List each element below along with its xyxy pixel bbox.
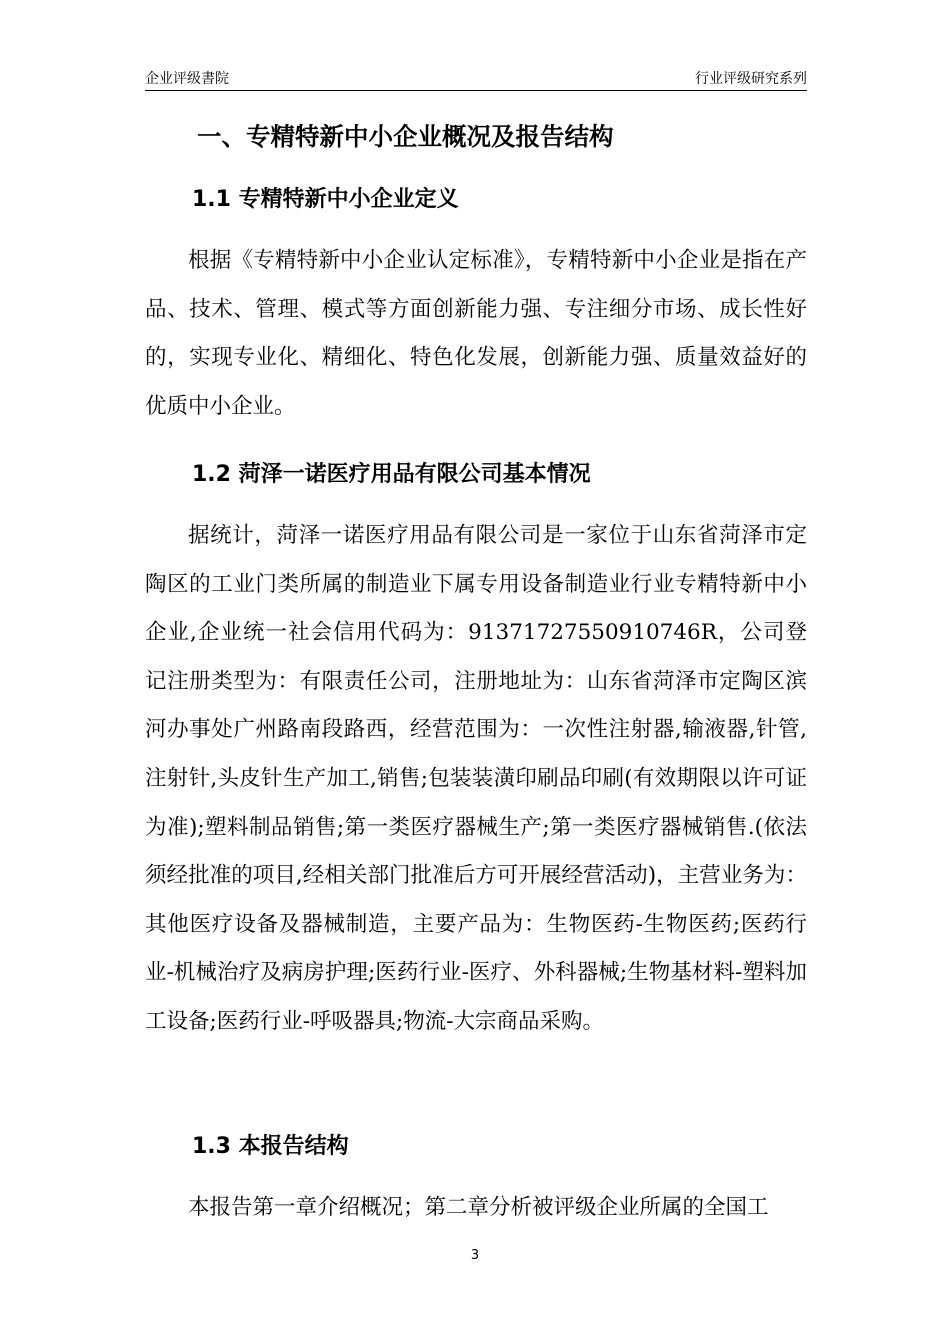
section-1-1-title: 1.1 专精特新中小企业定义 [192,187,459,212]
section-1-3-paragraph: 本报告第一章介绍概况；第二章分析被评级企业所属的全国工 [188,1195,769,1220]
chapter-title: 一、专精特新中小企业概况及报告结构 [197,122,614,151]
section-1-2-title: 1.2 菏泽一诺医疗用品有限公司基本情况 [192,462,591,487]
section-1-1-paragraph: 根据《专精特新中小企业认定标准》，专精特新中小企业是指在产品、技术、管理、模式等方面创新能力强、专注细分市场、成长性好的，实现专业化、精细化、特色化发展，创新能力强、质量效益好的优质中小企业。 [145,248,807,419]
header-right-text: 行业评级研究系列 [695,71,807,87]
section-1-2-paragraph: 据统计，菏泽一诺医疗用品有限公司是一家位于山东省菏泽市定陶区的工业门类所属的制造业下属专用设备制造业行业专精特新中小企业,企业统一社会信用代码为：91371727550910746R，公司登记注册类型为：有限责任公司，注册地址为：山东省菏泽市定陶区滨河办事处广州路南段路西，经营范围为：一次性注射器,输液器,针管,注射针,头皮针生产加工,销售;包装装潢印刷品印刷(有效期限以许可证为准);塑料制品销售;第一类医疗器械生产;第一类医疗器械销售.(依法须经批准的项目,经相关部门批准后方可开展经营活动)，主营业务为：其他医疗设备及器械制造，主要产品为：生物医药-生物医药;医药行业-机械治疗及病房护理;医药行业-医疗、外科器械;生物基材料-塑料加工设备;医药行业-呼吸器具;物流-大宗商品采购。 [145,523,807,1034]
page-header [145,64,807,91]
page-number: 3 [470,1248,480,1263]
section-1-3-title: 1.3 本报告结构 [192,1134,349,1159]
header-left-text: 企业评级書院 [145,71,229,87]
